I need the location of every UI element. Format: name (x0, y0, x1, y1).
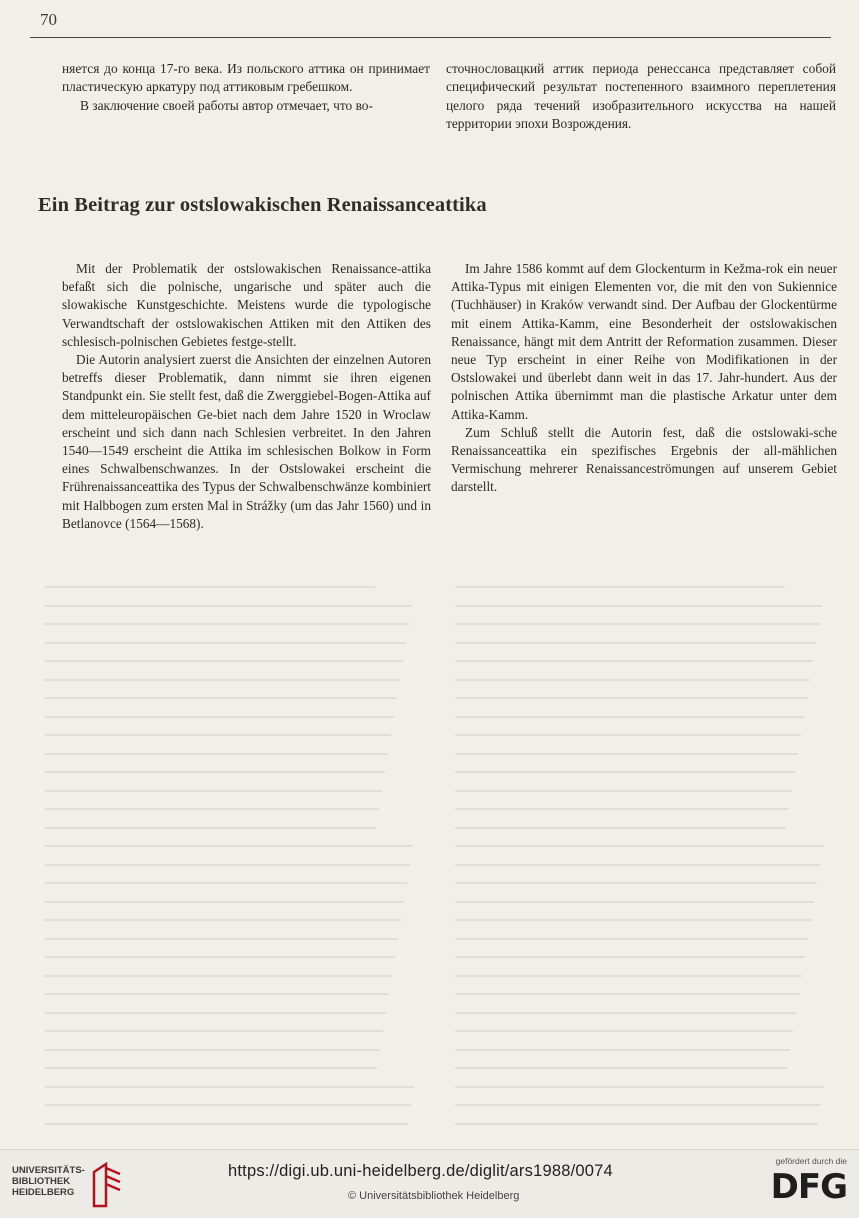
bleed-line (455, 1030, 793, 1032)
bleed-line (45, 771, 385, 773)
bleed-line (455, 827, 786, 829)
bleed-line (455, 697, 807, 699)
bleed-line (45, 1123, 408, 1125)
bleed-line (455, 1086, 824, 1088)
bleed-line (45, 697, 397, 699)
german-column-right (451, 260, 837, 497)
page-number: 70 (40, 10, 57, 29)
bleed-line (45, 1104, 411, 1106)
bleed-line (45, 975, 392, 977)
bleed-line (455, 790, 792, 792)
bleed-line (455, 1123, 818, 1125)
bleed-line (45, 642, 406, 644)
bleed-line (455, 808, 789, 810)
bleed-line (45, 753, 388, 755)
bleed-line (455, 864, 820, 866)
bleed-line (45, 993, 389, 995)
bleed-line (455, 901, 814, 903)
bleed-line (45, 716, 394, 718)
bleed-line (455, 586, 785, 588)
library-logo-icon (86, 1162, 126, 1208)
russian-left-paragraph-2: В заключение своей работы автор отмечает, что во- (80, 97, 373, 113)
bleed-line (455, 919, 811, 921)
library-name: UNIVERSITÄTS- BIBLIOTHEK HEIDELBERG (12, 1165, 85, 1198)
bleed-line (455, 679, 810, 681)
permalink-url[interactable]: https://digi.ub.uni-heidelberg.de/diglit/ars1988/0074 (228, 1162, 613, 1180)
bleed-line (45, 1049, 380, 1051)
bleed-line (455, 623, 819, 625)
german-left-paragraph-1: Mit der Problematik der ostslowakischen Renaissance-attika befaßt sich die polnische, ungarische und später auch die slowakische Kunstgeschichte. Meistens wurde die typologische Verwandtschaft der ostslowakischen Attiken mit den Attiken des schlesisch-polnischen Gebietes festge-stellt. (62, 261, 431, 349)
bleed-line (455, 1067, 787, 1069)
header-rule (30, 37, 831, 38)
russian-column-right (446, 60, 836, 134)
german-left-paragraph-2: Die Autorin analysiert zuerst die Ansichten der einzelnen Autoren betreffs dieser Problematik, dann nimmt sie ihren eigenen Standpunkt ein. Sie stellt fest, daß die Zwerggiebel-Bogen-Attika auf dem mitteleuropäischen Ge-biet nach dem Jahre 1520 in Wroclaw erscheint und sich dann nach Schlesien verbreitet. In den Jahren 1540—1549 erscheint die Attika im schlesischen Bolkow in Form eines Schwalbenschwanzes. In der Ostslowakei erscheint die Frührenaissanceattika des Typus der Schwalbenschwänze kombiniert mit Halbbogen zum ersten Mal in Strážky (um das Jahr 1560) und in Betlanovce (1564—1568). (62, 352, 431, 531)
bleed-line (45, 605, 412, 607)
bleed-line (455, 660, 813, 662)
bleed-line (45, 1030, 383, 1032)
dfg-logo[interactable] (755, 1156, 847, 1212)
bleed-line (455, 956, 805, 958)
library-logo[interactable] (12, 1162, 127, 1208)
bleed-line (455, 1104, 821, 1106)
bleed-line (45, 901, 404, 903)
german-column-left (62, 260, 431, 533)
bleed-line (455, 605, 822, 607)
bleed-line (455, 734, 801, 736)
bleed-line (45, 808, 379, 810)
bleed-line (455, 1012, 796, 1014)
bleed-line (45, 679, 400, 681)
bleed-line (455, 882, 817, 884)
bleed-line (455, 642, 816, 644)
dfg-wordmark: DFG (770, 1167, 847, 1207)
bleed-line (45, 1012, 386, 1014)
russian-column-left (62, 60, 430, 115)
bleed-line (455, 771, 795, 773)
bleed-line (45, 586, 375, 588)
bleed-line (45, 1086, 414, 1088)
bleed-line (455, 938, 808, 940)
russian-left-paragraph-1: няется до конца 17-го века. Из польского аттика он принимает пластическую аркатуру под аттиковым гребешком. (62, 61, 430, 95)
bleed-line (45, 790, 382, 792)
bleed-line (45, 882, 407, 884)
bleed-line (455, 845, 823, 847)
bleed-line (45, 1067, 377, 1069)
bleed-line (45, 956, 395, 958)
article-title: Ein Beitrag zur ostslowakischen Renaissanceattika (38, 194, 487, 216)
bleed-line (455, 1049, 790, 1051)
bleed-line (45, 660, 403, 662)
bleed-line (455, 753, 798, 755)
bleed-line (45, 938, 398, 940)
footer-bar (0, 1149, 859, 1218)
bleed-line (45, 845, 413, 847)
copyright-notice: © Universitätsbibliothek Heidelberg (348, 1190, 520, 1202)
bleed-line (45, 919, 401, 921)
bleed-line (455, 716, 804, 718)
bleed-line (45, 623, 409, 625)
bleed-line (45, 864, 410, 866)
russian-right-paragraph-1: сточнословацкий аттик периода ренессанса представляет собой специфический результат постепенного взаимного переплетения целого ряда течений изобразительного искусства на нашей территории эпохи Возрождения. (446, 61, 836, 132)
sponsor-caption: gefördert durch die (775, 1156, 847, 1166)
german-right-paragraph-1: Im Jahre 1586 kommt auf dem Glockenturm in Kežma-rok ein neuer Attika-Typus mit einigen Elementen vor, die mit den von Sukiennice (Tuchhäuser) in Kraków verwandt sind. Der Aufbau der Glockentürme mit einem Attika-Kamm, eine Besonderheit der ostslowakischen Renaissance, hängt mit dem Antritt der Reformation zusammen. Dieser neue Typ erscheint in einer Reihe von Modifikationen in der Ostslowakei und überlebt dann weit in das 17. Jahr-hundert. Aus der polnischen Attika übernimmt man die plastische Arkatur unter dem Attika-Kamm. (451, 261, 837, 422)
bleed-line (45, 827, 376, 829)
bleed-line (455, 975, 802, 977)
bleed-through-texture (0, 580, 859, 1150)
german-right-paragraph-2: Zum Schluß stellt die Autorin fest, daß die ostslowaki-sche Renaissanceattika ein spezifisches Ergebnis der all-mählichen Vermischung mehrerer Renaissanceströmungen auf unserem Gebiet darstellt. (451, 424, 837, 495)
bleed-line (455, 993, 799, 995)
bleed-line (45, 734, 391, 736)
